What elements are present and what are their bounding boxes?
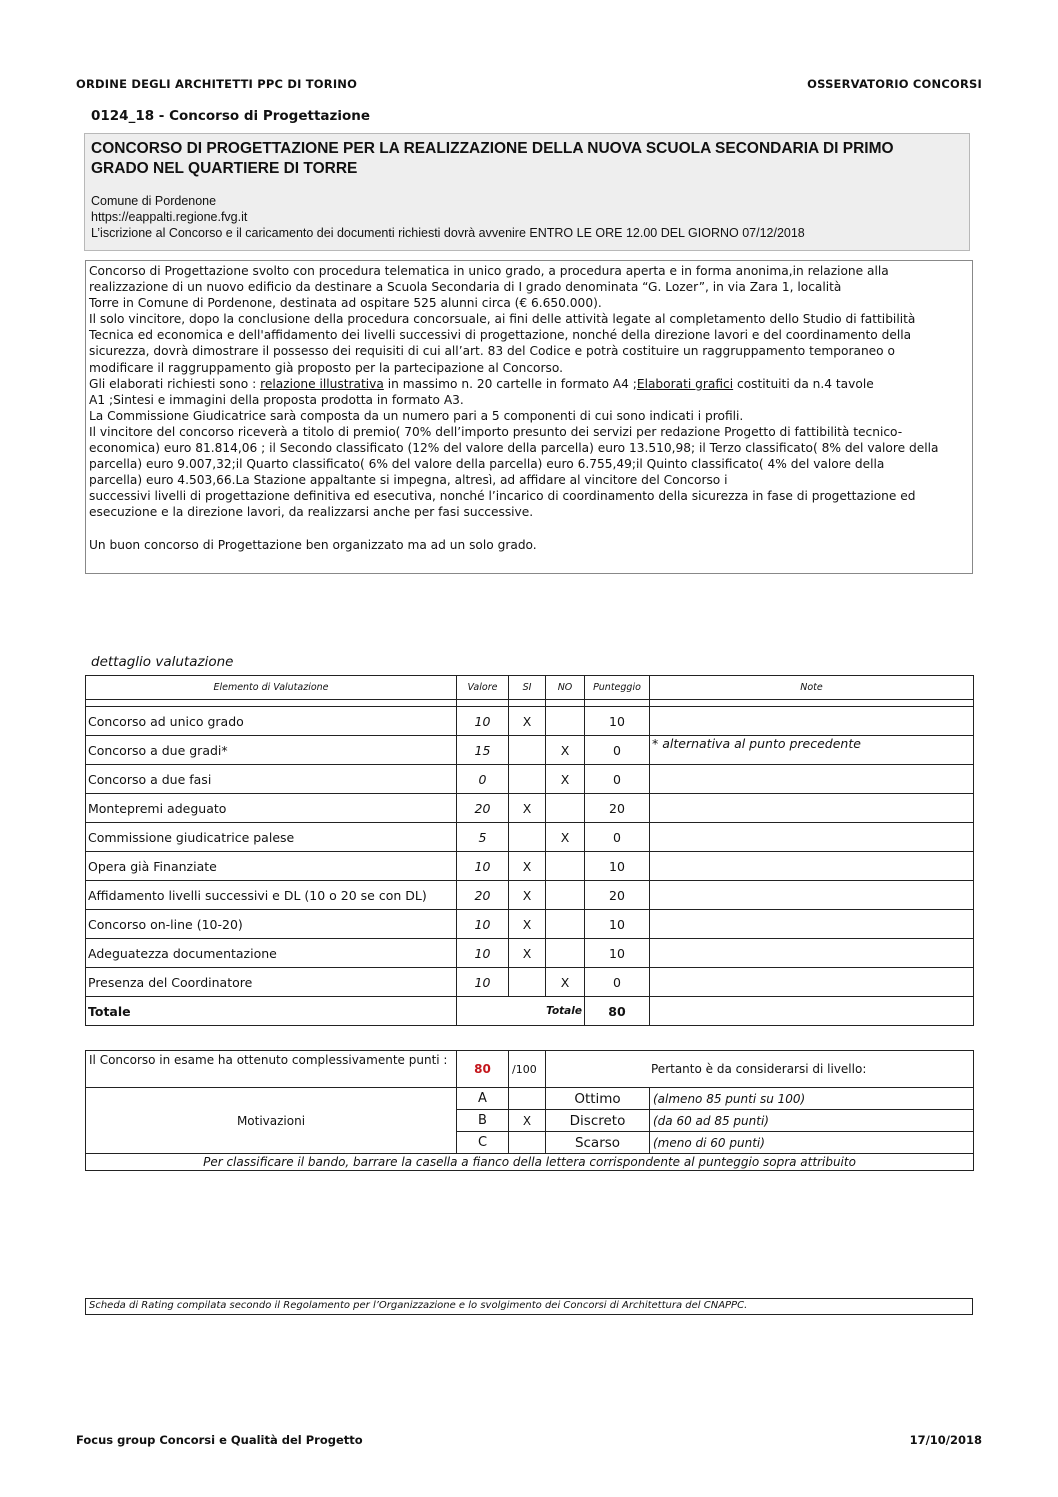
level-mark: X [509, 1110, 546, 1132]
level-range: (almeno 85 punti su 100) [650, 1088, 974, 1110]
criterion-no: X [546, 968, 585, 997]
criterion-score: 10 [585, 707, 650, 736]
criterion-si [509, 968, 546, 997]
description-text: costituiti da n.4 tavole [733, 376, 874, 391]
description-line: Concorso di Progettazione svolto con procedura telematica in unico grado, a procedura aperta e in forma anonima,in relazione alla [89, 264, 889, 278]
deadline-text: L’iscrizione al Concorso e il caricamento dei documenti richiesti dovrà avvenire ENTRO LE ORE 12.00 DEL GIORNO 07/12/2018 [91, 226, 805, 240]
criterion-note [650, 939, 974, 968]
footer-focus-group: Focus group Concorsi e Qualità del Progetto [76, 1433, 363, 1447]
description-box [85, 260, 973, 574]
criterion-si [509, 736, 546, 765]
criterion-si: X [509, 794, 546, 823]
criterion-note [650, 910, 974, 939]
table-row [86, 968, 974, 997]
level-range: (da 60 ad 85 punti) [650, 1110, 974, 1132]
criterion-label: Concorso a due fasi [86, 765, 457, 794]
criterion-no: X [546, 736, 585, 765]
criterion-label: Concorso on-line (10-20) [86, 910, 457, 939]
total-label: Totale [86, 997, 457, 1026]
description-line: Tecnica ed economica e dell'affidamento dei livelli successivi di progettazione, nonché della direzione lavori e del coordinamento della [89, 328, 912, 343]
criterion-si: X [509, 910, 546, 939]
criterion-value: 10 [457, 939, 509, 968]
criterion-value: 5 [457, 823, 509, 852]
criterion-si [509, 765, 546, 794]
table-header-row [86, 676, 974, 700]
platform-url: https://eappalti.regione.fvg.it [91, 210, 248, 224]
table-row [86, 736, 974, 765]
level-letter: A [457, 1088, 509, 1110]
table-row [86, 823, 974, 852]
criterion-note [650, 968, 974, 997]
criterion-si: X [509, 852, 546, 881]
level-mark [509, 1088, 546, 1110]
criterion-value: 20 [457, 794, 509, 823]
competition-title-line2: GRADO NEL QUARTIERE DI TORRE [91, 160, 358, 177]
description-summary: Un buon concorso di Progettazione ben organizzato ma ad un solo grado. [89, 537, 537, 552]
description-line: Il solo vincitore, dopo la conclusione della procedura concorsuale, ai fini delle attività legate al completamento dello Studio di fattibilità [89, 312, 916, 327]
criterion-label: Commissione giudicatrice palese [86, 823, 457, 852]
motivazioni-label: Motivazioni [86, 1088, 457, 1154]
total-score: 80 [585, 997, 650, 1026]
evaluation-table [85, 675, 974, 1026]
classification-footnote: Per classificare il bando, barrare la casella a fianco della lettera corrispondente al punteggio sopra attribuito [86, 1154, 974, 1171]
footnote-row [86, 1154, 974, 1171]
criterion-label: Concorso a due gradi* [86, 736, 457, 765]
criterion-score: 0 [585, 736, 650, 765]
level-range: (meno di 60 punti) [650, 1132, 974, 1154]
entity-name: Comune di Pordenone [91, 194, 217, 208]
level-name: Ottimo [546, 1088, 650, 1110]
criterion-label: Presenza del Coordinatore [86, 968, 457, 997]
criterion-value: 10 [457, 707, 509, 736]
criterion-note [650, 707, 974, 736]
description-line [89, 376, 969, 392]
header-elemento: Elemento di Valutazione [86, 676, 457, 700]
criterion-no [546, 881, 585, 910]
criterion-no: X [546, 823, 585, 852]
description-line: realizzazione di un nuovo edificio da destinare a Scuola Secondaria di I grado denominata “G. Lozer”, in via Zara 1, località [89, 280, 842, 295]
header-observatory: OSSERVATORIO CONCORSI [807, 77, 982, 91]
level-mark [509, 1132, 546, 1154]
criterion-note [650, 823, 974, 852]
header-valore: Valore [457, 676, 509, 700]
header-si: SI [509, 676, 546, 700]
score-row [86, 1051, 974, 1088]
criterion-note [650, 852, 974, 881]
total-label-italic: Totale [457, 997, 585, 1026]
table-row [86, 765, 974, 794]
criterion-value: 20 [457, 881, 509, 910]
criterion-note [650, 881, 974, 910]
criterion-no [546, 939, 585, 968]
table-row [86, 939, 974, 968]
competition-title-line1: CONCORSO DI PROGETTAZIONE PER LA REALIZZAZIONE DELLA NUOVA SCUOLA SECONDARIA DI PRIMO [91, 140, 894, 157]
description-line: sicurezza, dovrà dimostrare il possesso dei requisiti di cui all’art. 83 del Codice e potrà costituire un raggruppamento temporaneo o [89, 344, 895, 359]
final-score: 80 [457, 1051, 509, 1088]
criterion-score: 10 [585, 910, 650, 939]
level-letter: C [457, 1132, 509, 1154]
description-line: Torre in Comune di Pordenone, destinata ad ospitare 525 alunni circa (€ 6.650.000). [89, 296, 602, 311]
criterion-score: 0 [585, 968, 650, 997]
description-text: in massimo n. 20 cartelle in formato A4 ; [383, 376, 637, 391]
table-row [86, 852, 974, 881]
description-line: esecuzione e la direzione lavori, da realizzarsi anche per fasi successive. [89, 505, 534, 520]
level-row [86, 1088, 974, 1110]
criterion-value: 10 [457, 852, 509, 881]
level-text: Pertanto è da considerarsi di livello: [546, 1051, 974, 1088]
criterion-score: 0 [585, 823, 650, 852]
table-row [86, 910, 974, 939]
criterion-value: 10 [457, 910, 509, 939]
criterion-no [546, 910, 585, 939]
header-organization: ORDINE DEGLI ARCHITETTI PPC DI TORINO [76, 77, 358, 91]
criterion-score: 20 [585, 794, 650, 823]
criterion-score: 10 [585, 939, 650, 968]
description-line: parcella) euro 4.503,66.La Stazione appaltante si impegna, altresì, ad affidare al vincitore del Concorso i [89, 473, 728, 488]
header-no: NO [546, 676, 585, 700]
description-text: Gli elaborati richiesti sono : [89, 376, 261, 391]
description-line: parcella) euro 9.007,32;il Quarto classificato( 6% del valore della parcella) euro 6.755,49;il Quinto classificato( 4% del valore della [89, 457, 885, 472]
criterion-si: X [509, 881, 546, 910]
criterion-no [546, 707, 585, 736]
section-title: dettaglio valutazione [91, 654, 234, 670]
criterion-si: X [509, 707, 546, 736]
criterion-note [650, 794, 974, 823]
criterion-label: Adeguatezza documentazione [86, 939, 457, 968]
level-letter: B [457, 1110, 509, 1132]
criterion-label: Montepremi adeguato [86, 794, 457, 823]
competition-code: 0124_18 - Concorso di Progettazione [91, 108, 371, 124]
criterion-note: * alternativa al punto precedente [650, 736, 974, 765]
criterion-score: 10 [585, 852, 650, 881]
table-row [86, 707, 974, 736]
table-row [86, 881, 974, 910]
header-note: Note [650, 676, 974, 700]
description-line: A1 ;Sintesi e immagini della proposta prodotta in formato A3. [89, 392, 464, 407]
footer-date: 17/10/2018 [909, 1433, 982, 1447]
total-note [650, 997, 974, 1026]
criterion-label: Concorso ad unico grado [86, 707, 457, 736]
criterion-si [509, 823, 546, 852]
level-name: Discreto [546, 1110, 650, 1132]
criterion-score: 0 [585, 765, 650, 794]
criterion-no [546, 794, 585, 823]
criterion-value: 10 [457, 968, 509, 997]
spacer-row [86, 700, 974, 707]
criterion-label: Affidamento livelli successivi e DL (10 o 20 se con DL) [86, 881, 457, 910]
criterion-score: 20 [585, 881, 650, 910]
criterion-value: 15 [457, 736, 509, 765]
total-row [86, 997, 974, 1026]
criterion-note [650, 765, 974, 794]
rating-note: Scheda di Rating compilata secondo il Regolamento per l’Organizzazione e lo svolgimento dei Concorsi di Architettura del CNAPPC. [85, 1298, 973, 1315]
underlined-text: relazione illustrativa [260, 376, 384, 391]
score-max: /100 [509, 1051, 546, 1088]
criterion-label: Opera già Finanziate [86, 852, 457, 881]
description-line: successivi livelli di progettazione definitiva ed esecutiva, nonché l’incarico di coordinamento della sicurezza in fase di progettazione ed [89, 489, 916, 504]
result-table [85, 1050, 974, 1171]
criterion-no [546, 852, 585, 881]
description-line: La Commissione Giudicatrice sarà composta da un numero pari a 5 componenti di cui sono indicati i profili. [89, 408, 744, 423]
description-line: economica) euro 81.814,06 ; il Secondo classificato (12% del valore della parcella) euro 13.510,98; il Terzo classificato( 8% del valore della [89, 441, 939, 456]
criterion-value: 0 [457, 765, 509, 794]
score-text: Il Concorso in esame ha ottenuto complessivamente punti : [86, 1051, 457, 1088]
criterion-si: X [509, 939, 546, 968]
level-name: Scarso [546, 1132, 650, 1154]
title-box [84, 133, 970, 251]
header-punteggio: Punteggio [585, 676, 650, 700]
description-line: modificare il raggruppamento già proposto per la partecipazione al Concorso. [89, 360, 563, 375]
underlined-text: Elaborati grafici [636, 376, 734, 391]
description-line: Il vincitore del concorso riceverà a titolo di premio( 70% dell’importo presunto dei servizi per redazione Progetto di fattibilità tecnico- [89, 424, 903, 439]
table-row [86, 794, 974, 823]
criterion-no: X [546, 765, 585, 794]
